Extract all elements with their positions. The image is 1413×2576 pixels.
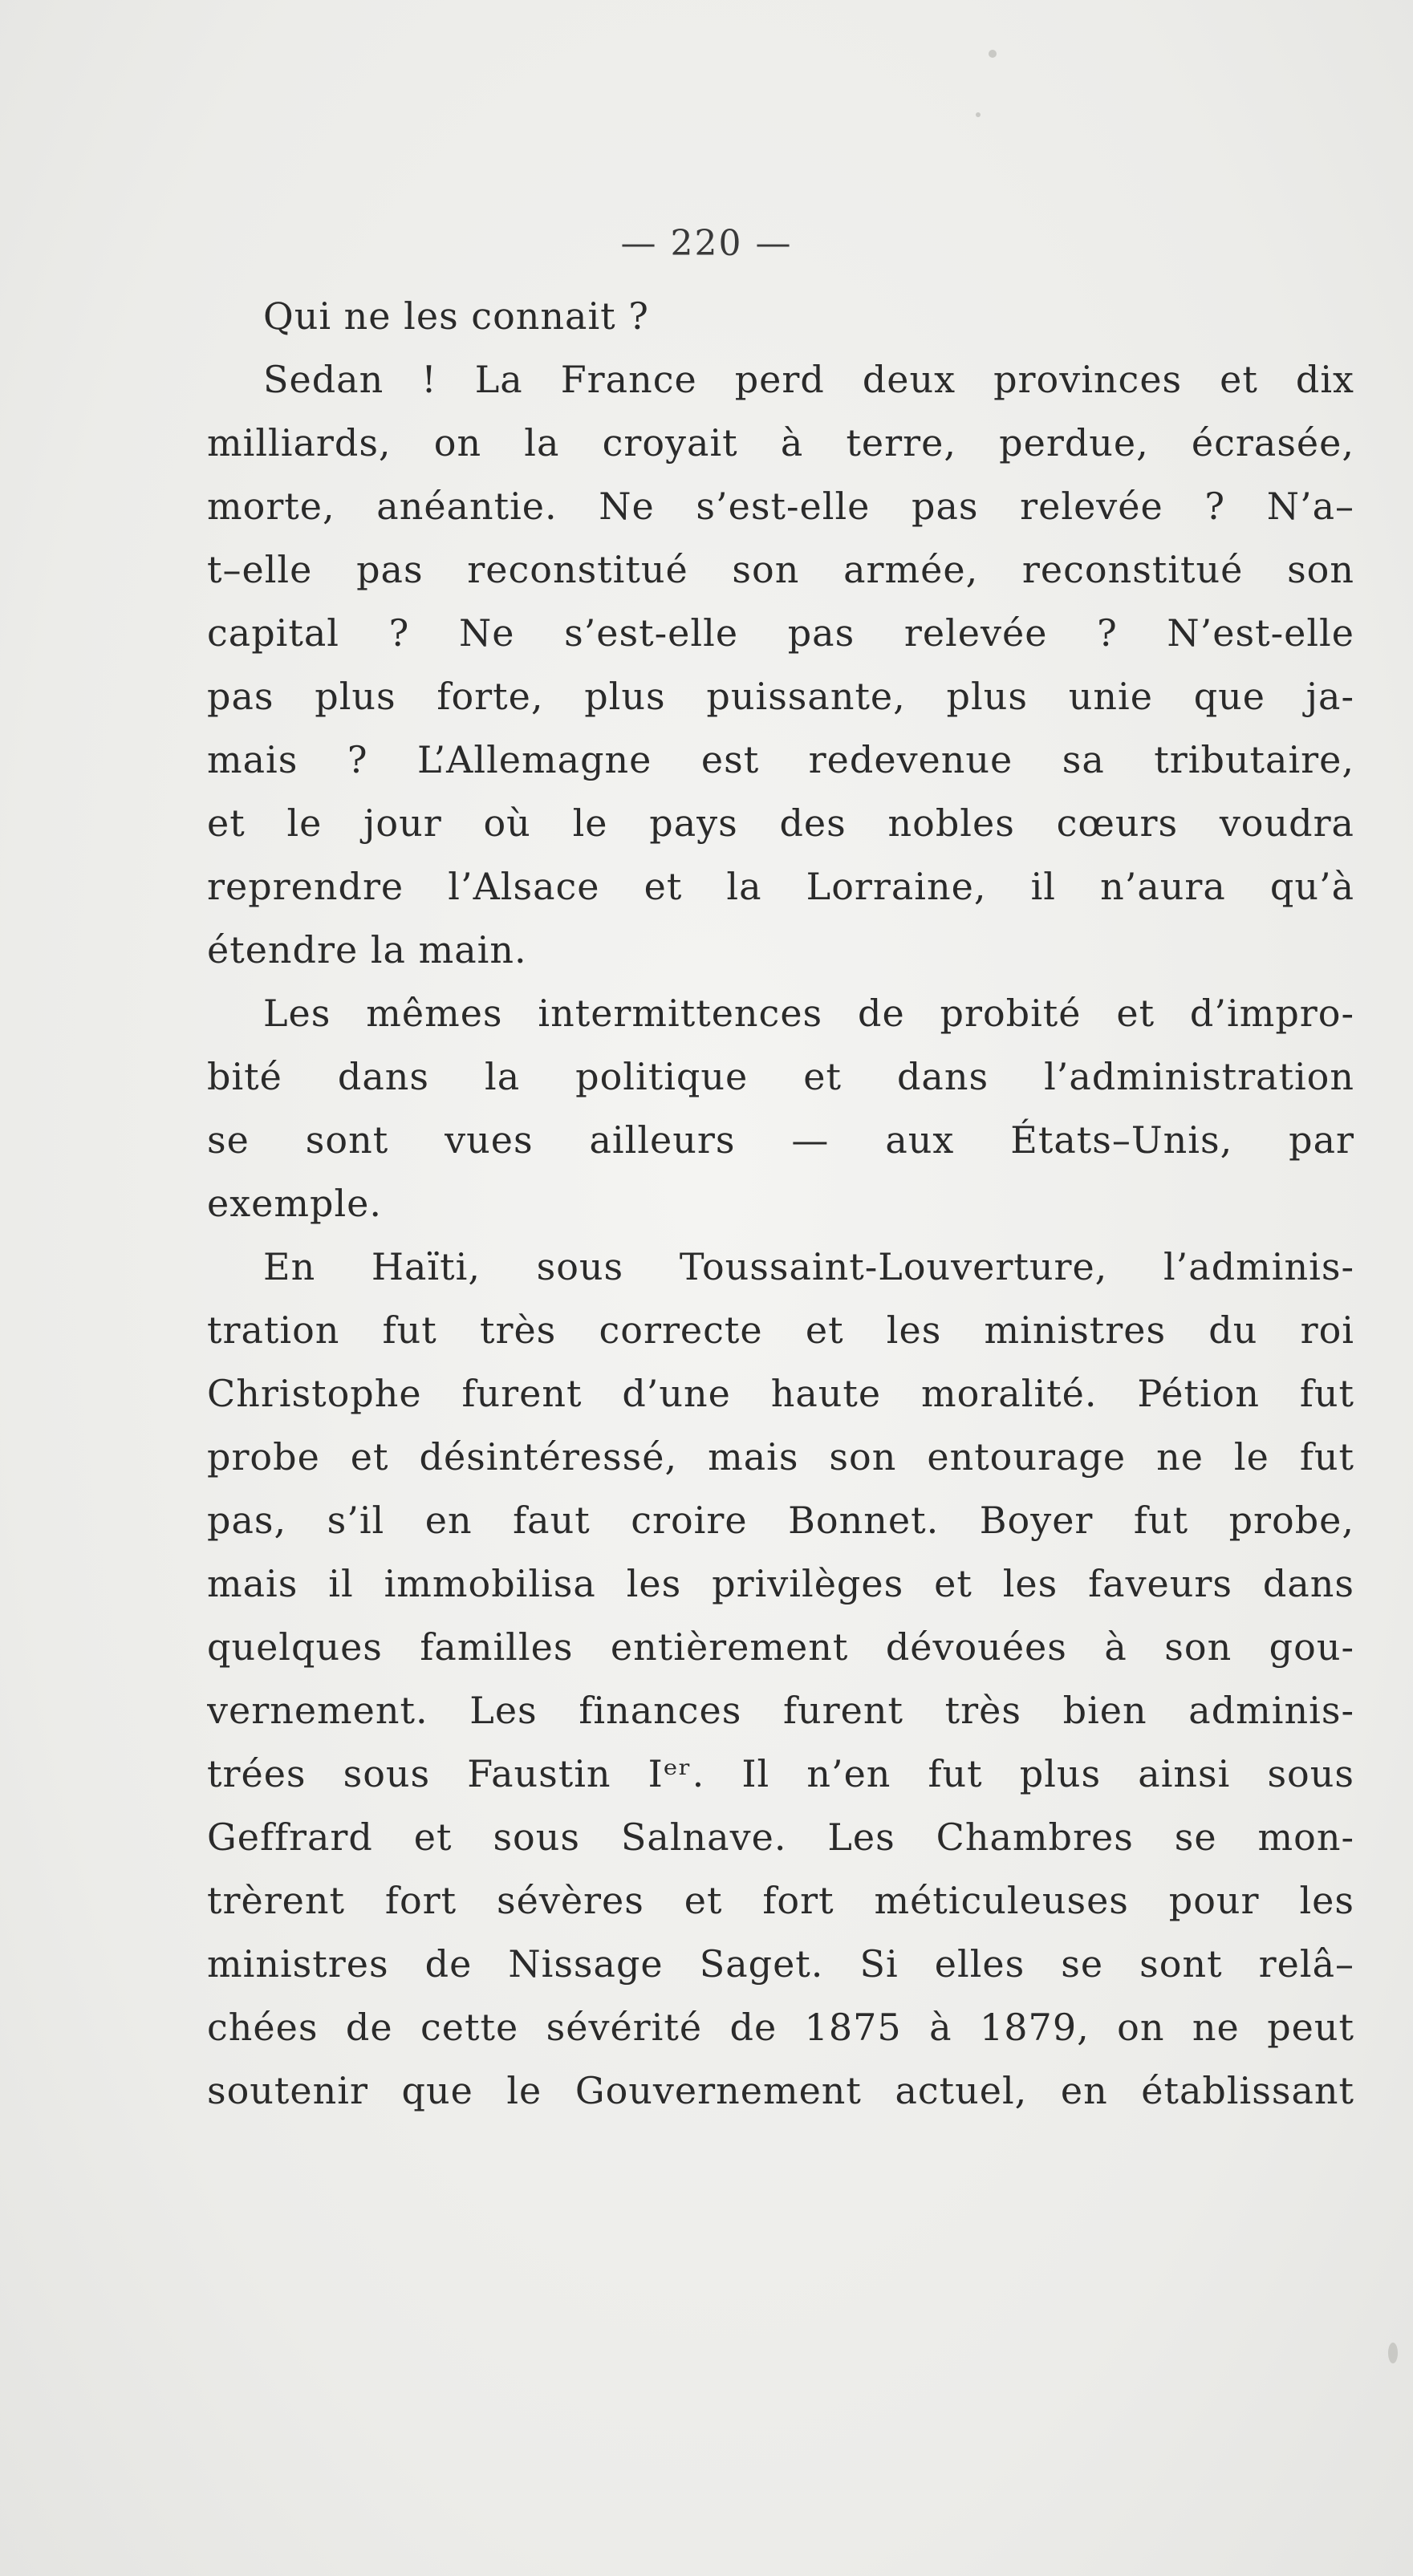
paper-speck	[976, 112, 981, 117]
text-line: trées sous Faustin Iᵉʳ. Il n’en fut plus ainsi sous	[207, 1752, 1354, 1795]
text-line: pas plus forte, plus puissante, plus unie que ja-	[207, 675, 1354, 718]
text-line: Sedan ! La France perd deux provinces et dix	[263, 358, 1354, 401]
text-line: soutenir que le Gouvernement actuel, en établissant	[207, 2069, 1354, 2112]
text-line: Christophe furent d’une haute moralité. Pétion fut	[207, 1372, 1354, 1415]
text-line: Geffrard et sous Salnave. Les Chambres se mon-	[207, 1815, 1354, 1859]
body-text	[207, 285, 1354, 2123]
text-line: morte, anéantie. Ne s’est-elle pas relevée ? N’a–	[207, 485, 1354, 528]
text-line: mais ? L’Allemagne est redevenue sa tributaire,	[207, 738, 1354, 781]
text-line: Les mêmes intermittences de probité et d’impro-	[263, 992, 1354, 1035]
page-number: — 220 —	[620, 223, 793, 264]
text-line: t–elle pas reconstitué son armée, reconstitué son	[207, 548, 1354, 591]
text-line: capital ? Ne s’est-elle pas relevée ? N’est-elle	[207, 611, 1354, 655]
text-line: et le jour où le pays des nobles cœurs voudra	[207, 801, 1354, 845]
text-line: milliards, on la croyait à terre, perdue, écrasée,	[207, 421, 1354, 464]
text-line: vernement. Les finances furent très bien adminis-	[207, 1689, 1354, 1732]
text-line: exemple.	[207, 1182, 383, 1225]
text-line: pas, s’il en faut croire Bonnet. Boyer fut probe,	[207, 1499, 1354, 1542]
text-line: probe et désintéressé, mais son entourage ne le fut	[207, 1435, 1354, 1479]
text-line: tration fut très correcte et les ministres du roi	[207, 1308, 1354, 1352]
text-line: ministres de Nissage Saget. Si elles se sont relâ–	[207, 1942, 1354, 1986]
paper-speck	[989, 50, 997, 58]
text-line: se sont vues ailleurs — aux États–Unis, par	[207, 1118, 1354, 1162]
text-line: chées de cette sévérité de 1875 à 1879, on ne peut	[207, 2006, 1354, 2049]
text-line: En Haïti, sous Toussaint-Louverture, l’adminis-	[263, 1245, 1354, 1288]
text-line: reprendre l’Alsace et la Lorraine, il n’aura qu’à	[207, 865, 1354, 908]
text-line: mais il immobilisa les privilèges et les faveurs dans	[207, 1562, 1354, 1605]
text-line: bité dans la politique et dans l’administration	[207, 1055, 1354, 1098]
text-line: quelques familles entièrement dévouées à son gou-	[207, 1625, 1354, 1669]
text-line: étendre la main.	[207, 928, 527, 972]
text-line: Qui ne les connait ?	[263, 294, 649, 338]
text-line: trèrent fort sévères et fort méticuleuses pour les	[207, 1879, 1354, 1922]
paper-speck	[1388, 2343, 1398, 2363]
